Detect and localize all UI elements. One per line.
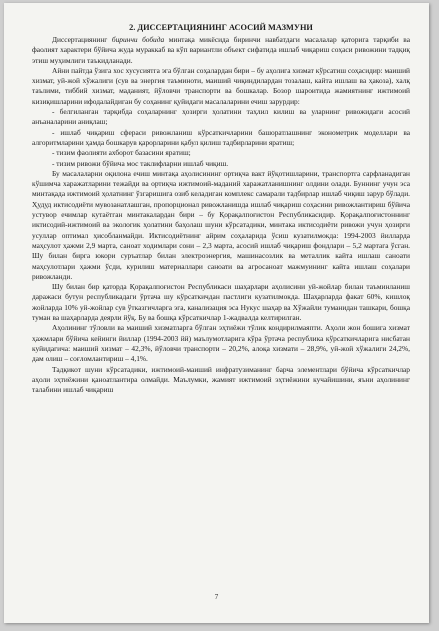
bullet-item-proposals: - тизим ривожи бўйича мос таклифларни ишлаб чиқиш. [52, 158, 229, 168]
paragraph-intro-rest: минтақа микёсида биринчи навбатдаги масалалар қаторига тарқиби ва фаолият характери бўйича жуда мураккаб ва кўп вариантли объект сифатида ишлаб чиқариш соҳаси ривожини тадқиқ этиш муҳимлиги таъкидланади. [32, 35, 410, 65]
paragraph-intro-emphasis: биринчи бобида [111, 35, 165, 44]
paragraph-housing: Шу билан бир қаторда Қорақалпоғистон Республикаси шаҳарлари аҳолисини уй-жойлар билан таъминланиш даражаси бутун республикадаги ўртача шу кўрсаткичдан пастлиги кузатилмокда. Шаҳарларда факат 60%, кишлоқ жойларда 10% уй-жойлар сув ўтказгичларга эга, канализация эса Нукус шаҳар ва Хўжайли туманидан ташкари, бошқа туман ва шаҳарларда деярли йўқ. Бу ва бошқа кўрсаткичлар 1-жадвалда келтирилган. [32, 282, 410, 323]
paragraph-services: Айни пайтда ўзига хос хусусиятга эга бўлган соҳалардан бири – бу аҳолига хизмат кўрсатиш соҳасидир: маиший хизмат, уй-жой хўжалиги (сув ва энергия таъминоти, маиший чиқиндилардан тозалаш, кайта ишлаш ва ҳакоза), халқ таълими, тиббий хизмат, маданият, йўловчи транспорти ва бошкалар. Бозор шароитида жамиятнинг ижтимоий кизиқишларини ифодалайдиган бу соҳанинг қуйидаги масалаларини ечиш зарурдир: [32, 65, 410, 106]
bullet-item-analysis: - белгиланган тарқибда соҳаларнинг ҳозирги ҳолатини таҳлил килиш ва уларнинг ривожидаги асосий анъаналарини аниқлаш; [32, 107, 410, 127]
bullet-item-models: - ишлаб чиқариш сфераси ривожланиш кўрсаткичларини башоратлашнинг эконометрик моделлари ва алгоритмларини ҳамда бошкарув қарорларини қабул қилиш тадбирларини ярaтиш; [32, 127, 410, 147]
bullet-item-database: - тизим фаолияти ахборот базасини ярaтиш; [52, 148, 191, 158]
paragraph-research: Тадқикот шуни кўрсатадики, ижтимоий-маиший инфратузиманинг барча элементлари бўйича кўрсаткичлар аҳоли эҳтиёжини қаноатлантира олмайди. Маълумки, жамият ижтимоий эҳтиёжини кучайишини, яъни аҳолининг талабини ишлаб чиқариш [32, 364, 410, 395]
document-page [4, 3, 429, 623]
paragraph-intro-lead: Диссертациянинг [52, 35, 112, 44]
paragraph-region: Бу масалаларни оқилона ечиш минтақа аҳолисининг ортиқча вакт йўқотишларини, транспортга сарфланадиган кўшимча харажатларини тежайди ва ортиқча ижтимоий-маданий харажатланишнинг олдини олади. Буннинг учун эса минтақада ижтимоий ҳолатнинг ўзгаришига озиб келадиган комплекс самарали тадбирлар ишлаб чиқиш зарур бўлади. Ҳудуд иктисодиёти мувозанатлашган, пропорционал ривожланишда ишлаб чиқариш соҳасини ривожлантириш бўйича устувор ечимлар кутаётган минтакалардан бири – бу Қорақалпоғистон Республикасидир. Қорақалпоғистоннинг иктисодий-ижтимоий ва экологик ҳолатини баҳолаш шуни кўрсатадики, минтака иктисодиёти ривожи учун ҳозирги усуллар оптимал ҳисобланмайди. Иктисодиётнинг айрим соҳаларида ўсиш кузатилмокда: 1994-2003 йилларда маҳсулот ҳажми 2,9 марта, саноат ходимлари сони – 2,3 марта, асосий ишлаб чиқариш фондлари – 5,2 мартага ўсган. Шу билан бирга юкори суръатлар билан электроэнергия, машинасозлик ва металлик кайта ишлаш саноати маҳсулотлари ҳажми ўсди, курилиш материаллари саноати ва агросаноат мажмуининг кайта ишлаш соҳалари ривожланди. [32, 168, 410, 281]
section-heading: 2. ДИССЕРТАЦИЯНИНГ АСОСИЙ МАЗМУНИ [129, 23, 313, 32]
page-number: 7 [214, 593, 219, 601]
paragraph-intro [32, 35, 410, 66]
paragraph-population-needs: Аҳолининг тўловли ва маиший хизматларга бўлган эҳтиёжи тўлик кондирилмаяпти. Аҳоли жон бошига хизмат ҳажмлари бўйича кейинги йиллар (1994-2003 йй) маълумотларига кўра ўртача республика кўрсаткичларига нисбатан куйидагича: маиший хизмат – 42,3%, йўловчи транспорти – 20,2%, алоқа хизмати – 28,9%, уй-жой хўжалиги 24,2%, дам олиш – соғломлантириш – 4,1%. [32, 323, 410, 364]
page-content [32, 23, 410, 395]
